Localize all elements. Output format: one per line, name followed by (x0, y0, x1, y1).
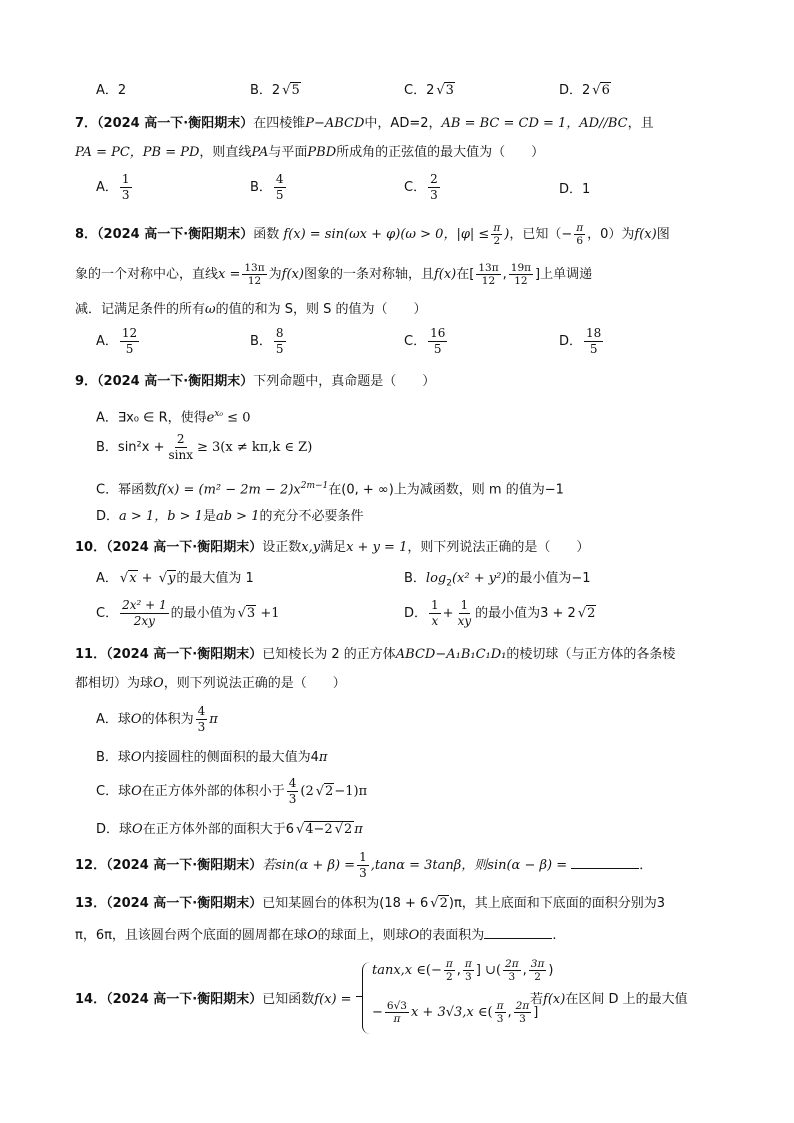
q7-stem-line1: 7．（2024 高一下·衡阳期末）在四棱锥P−ABCD中，AD=2，AB = BC = CD = 1，AD//BC，且 (75, 116, 654, 131)
q10-option-b: B．$\log_2(x^2 + y^2)$的最小值为−1 (404, 571, 591, 589)
q12-answer-blank[interactable] (571, 854, 639, 869)
q11-stem-line1: 11．（2024 高一下·衡阳期末）已知棱长为 2 的正方体ABCD−A₁B₁C₁D₁的棱切球（与正方体的各条棱 (75, 647, 676, 662)
q9-stem: 9．（2024 高一下·衡阳期末）下列命题中，真命题是（ ） (75, 374, 436, 389)
q8-option-d: D． $\frac{18}{5}$ (559, 326, 602, 356)
q14-case-1: tanx,x ∈(− $\frac{\pi}{2}$ , $\frac{\pi}{3}$ ] ∪( $\frac{2\pi}{3}$ , $\frac{3\pi}{2}$ ) (372, 958, 554, 983)
q10-option-d: D． $\frac{1}{x}$ + $\frac{1}{xy}$ 的最小值为3 + 2√ 2 (404, 598, 596, 632)
q11-stem-line2: 都相切）为球O，则下列说法正确的是（ ） (75, 676, 346, 691)
q8-option-b: B． $\frac{8}{5}$ (250, 326, 284, 356)
q6-option-b: B．2√ 5 (250, 81, 301, 101)
q10-stem: 10．（2024 高一下·衡阳期末）设正数x,y满足x + y = 1，则下列说法正确的是（ ） (75, 540, 590, 555)
q7-option-d: D．1 (559, 182, 591, 197)
q13-answer-blank[interactable] (484, 924, 552, 939)
q11-option-d: D．球O在正方体外部的面积大于6√ 4−2√ 2 π (96, 820, 363, 840)
q6-option-c: C．2√ 3 (404, 81, 455, 101)
q8-option-c: C． $\frac{16}{5}$ (404, 326, 446, 356)
q8-stem-line1: 8．（2024 高一下·衡阳期末）函数 f(x) = sin(ωx + φ)(ω > 0，|φ| ≤ $\frac{\pi}{2}$ )，已知（− $\frac{\pi}{6}$ ，0）为f(x)图 (75, 222, 670, 247)
q7-option-c: C． $\frac{2}{3}$ (404, 172, 438, 202)
q14-case-2: − $\frac{6√3}{\pi}$ x + 3√3,x ∈( $\frac{\pi}{3}$ , $\frac{2\pi}{3}$ ] (372, 1000, 539, 1025)
q11-option-c: C．球O在正方体外部的体积小于 $\frac{4}{3}$ (2√ 2−1)π (96, 776, 367, 812)
q12-stem: 12．（2024 高一下·衡阳期末）若sin(α + β) = $\frac{1}{3}$ ,tanα = 3tanβ，则sin(α − β) = ． (75, 850, 653, 880)
q11-option-a: A．球O的体积为 $\frac{4}{3}$ π (96, 704, 218, 734)
q11-option-b: B．球O内接圆柱的侧面积的最大值为4π (96, 750, 328, 765)
q13-stem-line2: π，6π，且该圆台两个底面的圆周都在球O的球面上，则球O的表面积为 . (75, 924, 556, 946)
q7-option-b: B． $\frac{4}{5}$ (250, 172, 284, 202)
q13-stem-line1: 13．（2024 高一下·衡阳期末）已知某圆台的体积为(18 + 6√ 2)π，其上底面和下底面的面积分别为3 (75, 894, 665, 914)
q8-option-a: A． $\frac{12}{5}$ (96, 326, 138, 356)
q7-stem-line2: PA = PC，PB = PD，则直线PA与平面PBD所成角的正弦值的最大值为（ ） (75, 145, 545, 160)
q9-option-b: B．sin²x + $\frac{2}{\sin x}$ ≥ 3(x ≠ kπ,k ∈ Z) (96, 432, 313, 462)
q9-option-c: C．幂函数$f(x) = (m^2 - 2m - 2)x^{2m-1}$在(0, + ∞)上为减函数，则 m 的值为−1 (96, 481, 564, 498)
q8-stem-line3: 减．记满足条件的所有ω的值的和为 S，则 S 的值为（ ） (75, 302, 427, 317)
q9-option-a: A．∃x₀ ∈ R，使得$e^{x_0} \le 0$ (96, 409, 251, 426)
q8-stem-line2: 象的一个对称中心，直线x = $\frac{13\pi}{12}$ 为f(x)图象的一条对称轴，且f(x)在[ $\frac{13\pi}{12}$ , $\frac{19\pi}{12}$ ]上单调递 (75, 262, 593, 287)
q10-option-c: C． $\frac{\text{2x² + 1}}{2xy}$ 的最小值为√ 3 +1 (96, 598, 280, 632)
q6-option-d: D．2√ 6 (559, 81, 611, 101)
q7-option-a: A． $\frac{1}{3}$ (96, 172, 130, 202)
q6-option-a: A．2 (96, 83, 127, 98)
q14-stem: 14．（2024 高一下·衡阳期末）已知函数f(x) = (75, 992, 352, 1007)
q14-stem-tail: 若f(x)在区间 D 上的最大值 (530, 992, 688, 1007)
q9-option-d: D．a > 1，b > 1是ab > 1的充分不必要条件 (96, 509, 364, 524)
q10-option-a: A．√ x + √ y的最大值为 1 (96, 569, 254, 589)
